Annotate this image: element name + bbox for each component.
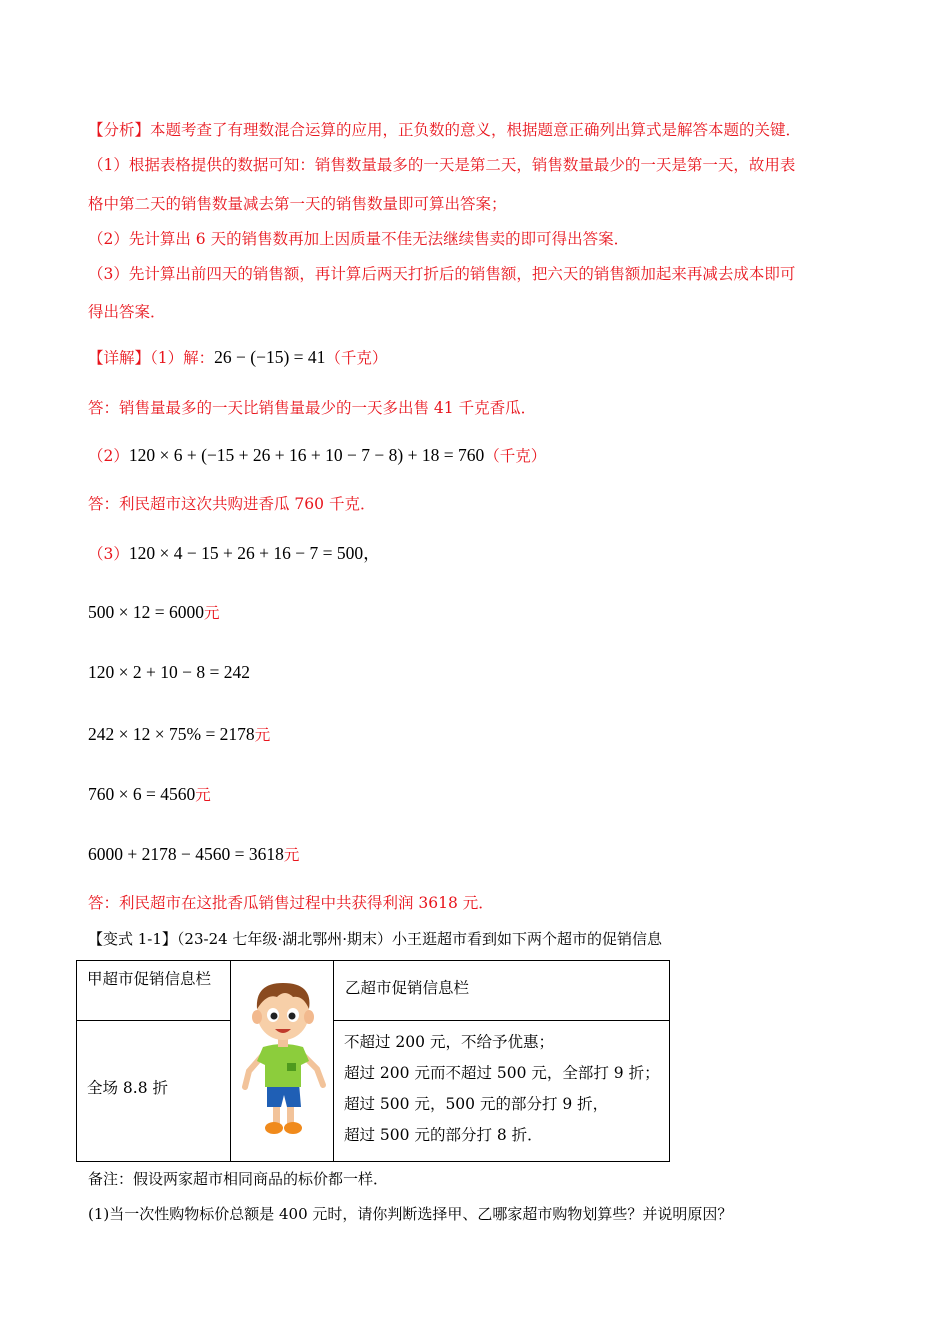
variant-note: 备注：假设两家超市相同商品的标价都一样． — [88, 1170, 389, 1188]
part-2-unit: （千克） — [484, 447, 547, 465]
part-1-equation: 26 − (−15) = 41 — [214, 347, 326, 367]
promotion-table — [76, 960, 670, 1162]
part-1-prefix: （1）解： — [150, 349, 215, 367]
analysis-paragraph — [88, 118, 801, 140]
answer-1: 答：销售量最多的一天比销售量最少的一天多出售 41 千克香瓜． — [88, 399, 537, 417]
cartoon-boy-illustration — [237, 975, 329, 1147]
detail-part-2 — [88, 444, 546, 466]
calc-line-4 — [88, 783, 211, 805]
table-row-divider-a — [77, 1020, 230, 1021]
calc-4-equation: 760 × 6 = 4560 — [88, 784, 196, 804]
part-1-unit: （千克） — [325, 349, 388, 367]
analysis-text: 本题考查了有理数混合运算的应用，正负数的意义，根据题意正确列出算式是解答本题的关键． — [150, 121, 802, 139]
calc-5-equation: 6000 + 2178 − 4560 = 3618 — [88, 844, 284, 864]
analysis-point-3-line-1: （3）先计算出前四天的销售额，再计算后两天打折后的销售额，把六天的销售额加起来再减去成本即可 — [88, 265, 796, 283]
part-2-equation: 120 × 6 + (−15 + 26 + 16 + 10 − 7 − 8) + 18 = 760 — [128, 445, 485, 465]
answer-2: 答：利民超市这次共购进香瓜 760 千克． — [88, 495, 376, 513]
calc-line-1 — [88, 601, 220, 623]
calc-2-equation: 120 × 2 + 10 − 8 = 242 — [88, 662, 250, 682]
calc-1-equation: 500 × 12 = 6000 — [88, 602, 204, 622]
offer-b-2: 超过 200 元而不超过 500 元，全部打 9 折； — [344, 1064, 660, 1082]
table-divider-1 — [230, 961, 231, 1161]
calc-5-unit: 元 — [283, 846, 300, 864]
offer-b-3: 超过 500 元，500 元的部分打 9 折， — [344, 1095, 609, 1113]
calc-line-3 — [88, 723, 270, 745]
analysis-label: 【分析】 — [88, 121, 151, 139]
offer-b-1: 不超过 200 元，不给予优惠； — [344, 1033, 554, 1051]
table-divider-2 — [333, 961, 334, 1161]
part-2-prefix: （2） — [88, 447, 129, 465]
calc-4-unit: 元 — [195, 786, 211, 804]
calc-3-equation: 242 × 12 × 75% = 2178 — [88, 724, 255, 744]
variant-question-1: (1)当一次性购物标价总额是 400 元时，请你判断选择甲、乙哪家超市购物划算些？并说明原因？ — [88, 1205, 733, 1223]
calc-line-2 — [88, 662, 250, 683]
detail-label: 【详解】 — [88, 349, 151, 367]
offers-supermarket-b — [344, 1027, 660, 1151]
offer-supermarket-a: 全场 8.8 折 — [87, 1079, 169, 1097]
variant-title: 【变式 1-1】（23-24 七年级·湖北鄂州·期末）小王逛超市看到如下两个超市的促销信息 — [88, 930, 662, 948]
analysis-point-3-line-2: 得出答案． — [88, 303, 166, 321]
offer-b-4: 超过 500 元的部分打 8 折． — [344, 1126, 543, 1144]
header-supermarket-b: 乙超市促销信息栏 — [345, 979, 470, 997]
table-row-divider-b — [333, 1020, 669, 1021]
answer-3: 答：利民超市在这批香瓜销售过程中共获得利润 3618 元． — [88, 894, 494, 912]
calc-1-unit: 元 — [204, 604, 220, 622]
calc-line-5 — [88, 843, 299, 865]
part-3-prefix: （3） — [88, 545, 129, 563]
analysis-point-2: （2）先计算出 6 天的销售数再加上因质量不佳无法继续售卖的即可得出答案． — [88, 230, 630, 248]
analysis-point-1-line-1: （1）根据表格提供的数据可知：销售数量最多的一天是第二天，销售数量最少的一天是第一天，故用表 — [88, 156, 796, 174]
detail-part-3 — [88, 540, 381, 565]
calc-3-unit: 元 — [254, 726, 271, 744]
part-3-equation: 120 × 4 − 15 + 26 + 16 − 7 = 500， — [128, 543, 381, 563]
header-supermarket-a: 甲超市促销信息栏 — [87, 970, 212, 988]
detail-part-1 — [88, 346, 387, 368]
analysis-point-1-line-2: 格中第二天的销售数量减去第一天的销售数量即可算出答案； — [88, 195, 507, 213]
